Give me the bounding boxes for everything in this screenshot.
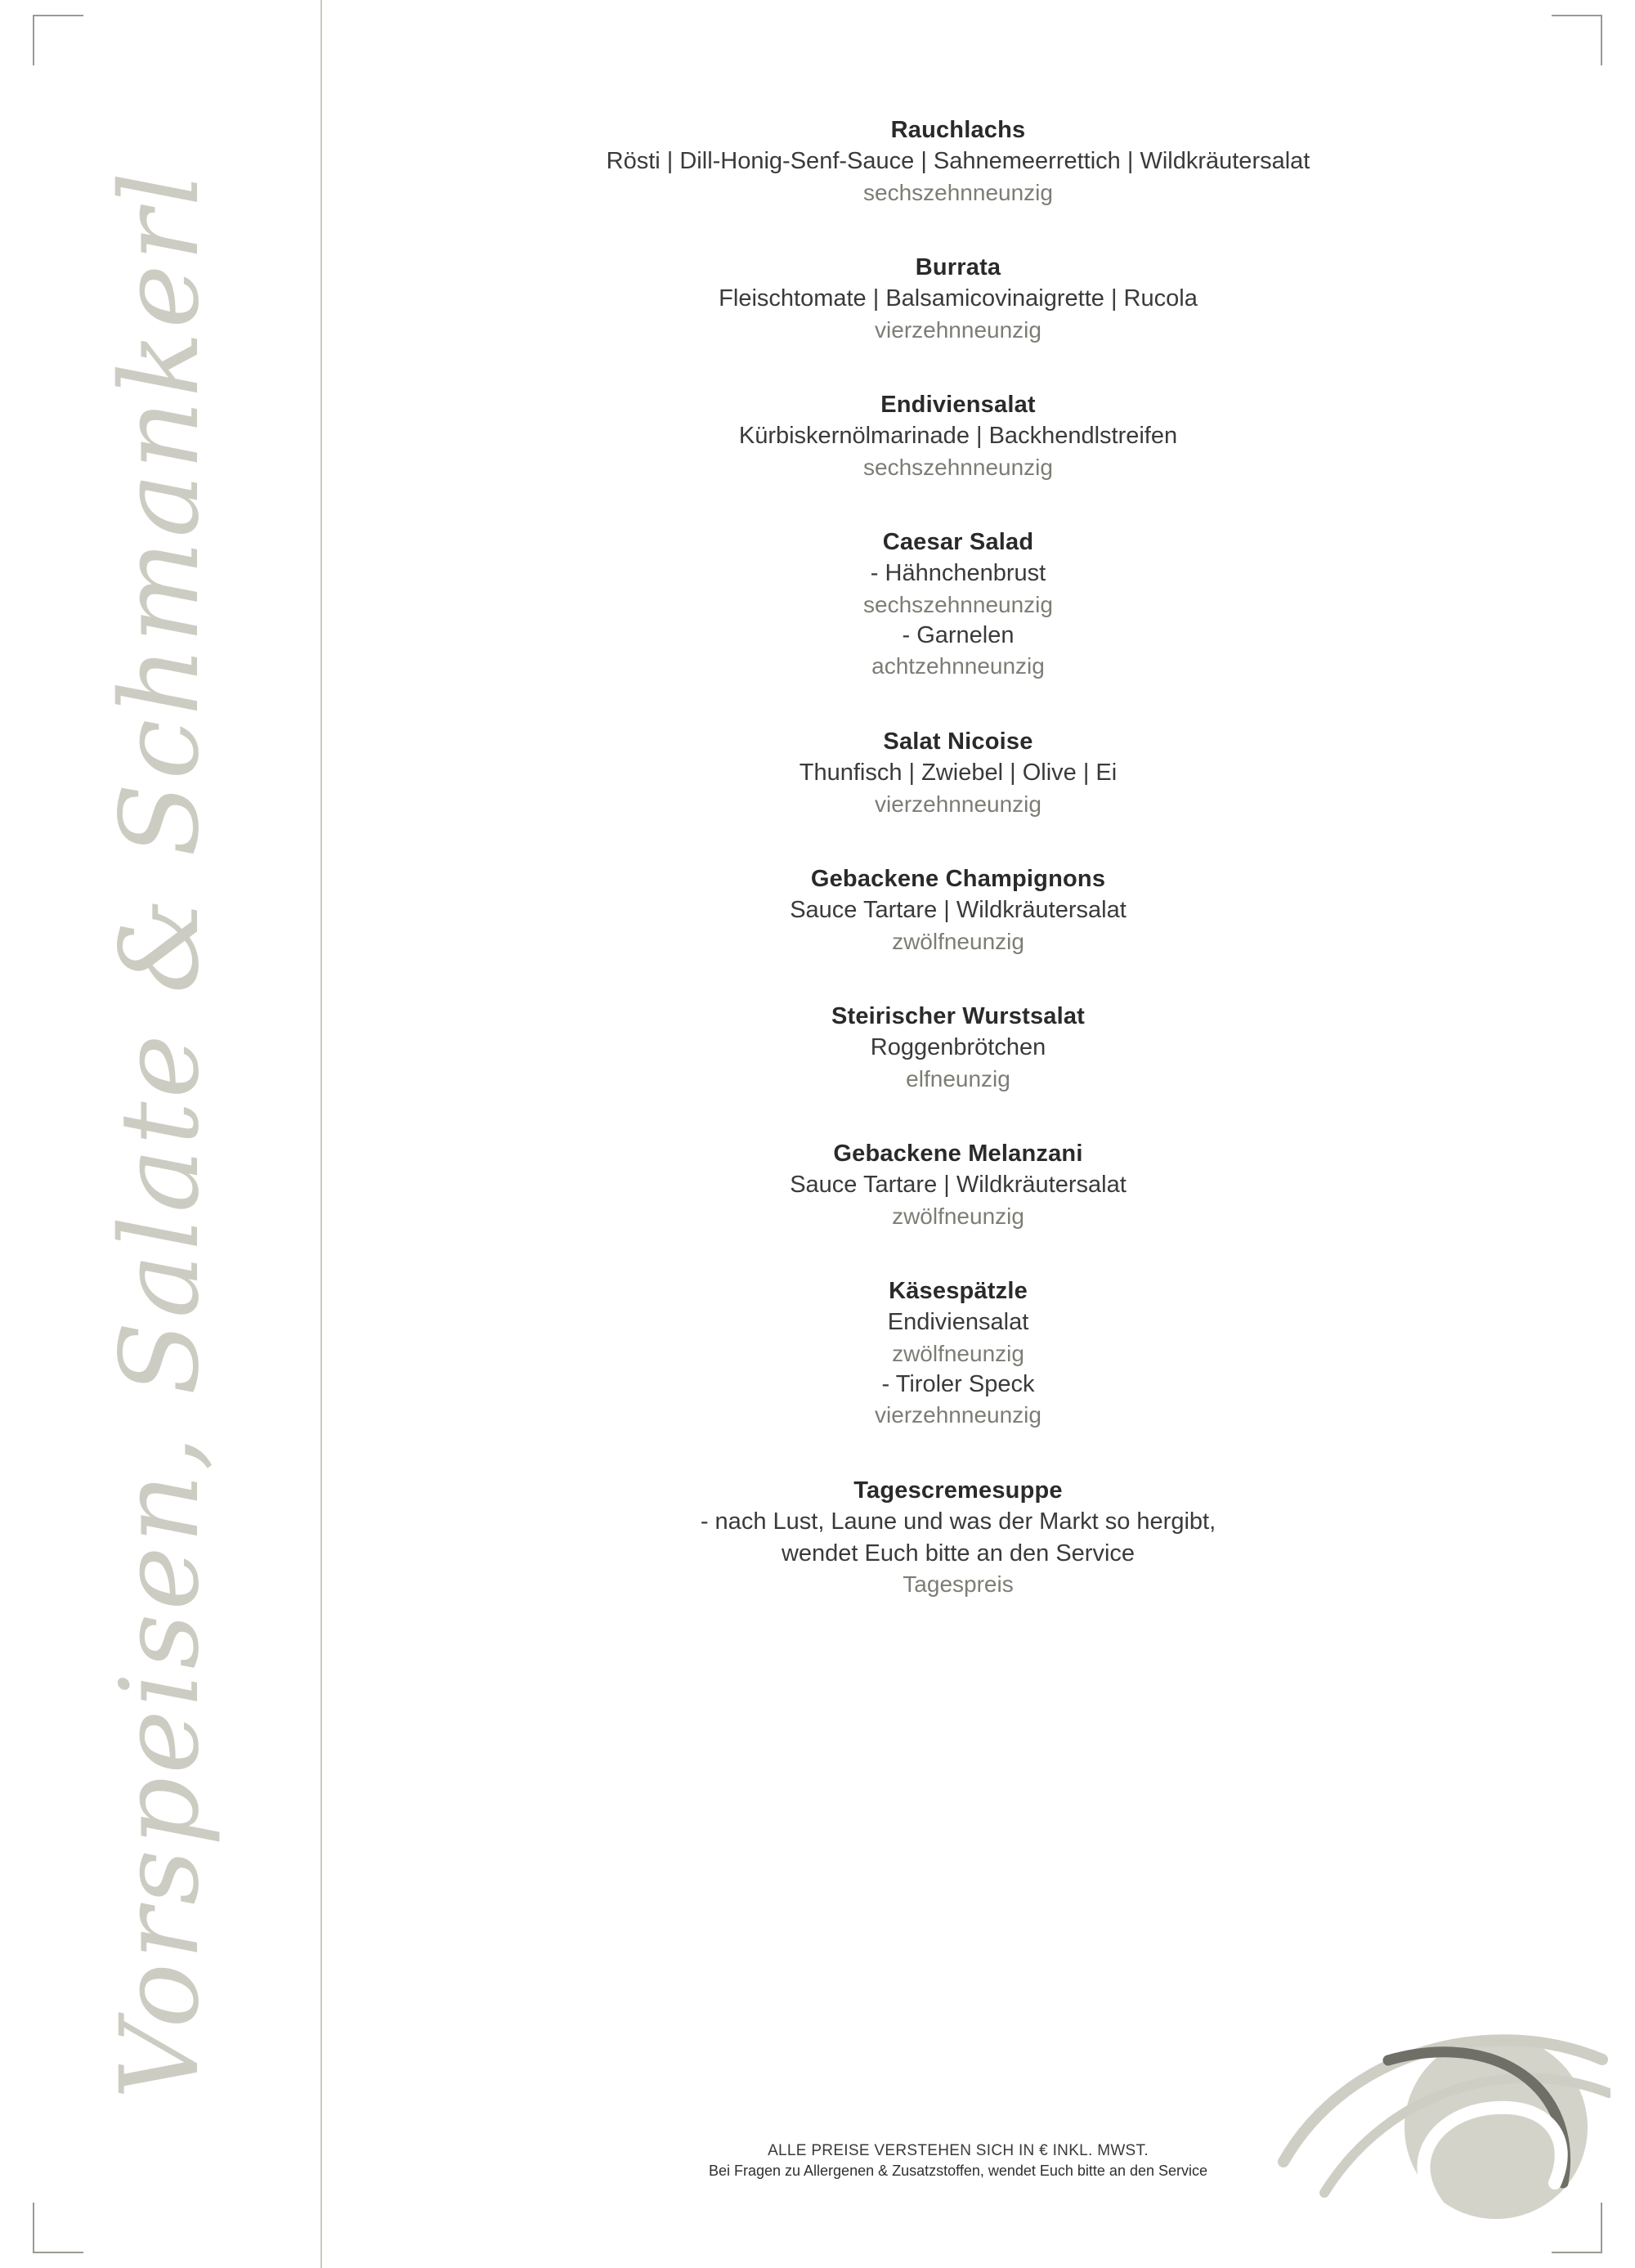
item-price: sechszehnneunzig	[863, 591, 1053, 617]
menu-item	[320, 1138, 1596, 1231]
item-price: vierzehnneunzig	[875, 791, 1041, 817]
item-price: vierzehnneunzig	[875, 1402, 1041, 1428]
item-price: achtzehnneunzig	[871, 653, 1045, 679]
item-price: vierzehnneunzig	[875, 316, 1041, 343]
item-price: Tagespreis	[903, 1571, 1014, 1597]
item-name: Rauchlachs	[890, 117, 1026, 143]
item-price: sechszehnneunzig	[863, 454, 1053, 480]
menu-item	[320, 863, 1596, 957]
item-description: Endiviensalat	[887, 1309, 1029, 1336]
item-description: Rösti | Dill-Honig-Senf-Sauce | Sahnemeerrettich | Wildkräutersalat	[606, 148, 1310, 175]
item-price: sechszehnneunzig	[863, 179, 1053, 205]
menu-list	[320, 114, 1596, 1599]
item-name: Käsespätzle	[889, 1278, 1028, 1305]
item-description: Thunfisch | Zwiebel | Olive | Ei	[799, 760, 1118, 787]
menu-item	[320, 527, 1596, 682]
item-variant: - Hähnchenbrust	[870, 560, 1046, 587]
footer-price-note: ALLE PREISE VERSTEHEN SICH IN € INKL. MWST.	[768, 2142, 1149, 2159]
item-description: Sauce Tartare | Wildkräutersalat	[790, 897, 1127, 924]
item-description: Kürbiskernölmarinade | Backhendlstreifen	[738, 423, 1178, 450]
menu-item	[320, 1001, 1596, 1094]
item-description: wendet Euch bitte an den Service	[781, 1540, 1136, 1567]
item-description: - nach Lust, Laune und was der Markt so hergibt,	[700, 1508, 1216, 1535]
item-price: zwölfneunzig	[892, 1340, 1024, 1366]
item-description: Sauce Tartare | Wildkräutersalat	[790, 1172, 1127, 1199]
menu-item	[320, 726, 1596, 819]
item-name: Salat Nicoise	[883, 728, 1033, 755]
item-price: zwölfneunzig	[892, 1203, 1024, 1229]
menu-item	[320, 114, 1596, 208]
item-name: Gebackene Melanzani	[833, 1141, 1083, 1168]
item-name: Burrata	[915, 254, 1001, 281]
menu-item	[320, 1475, 1596, 1599]
item-name: Tagescremesuppe	[853, 1477, 1063, 1504]
item-description: Fleischtomate | Balsamicovinaigrette | Rucola	[719, 285, 1198, 312]
item-variant: - Tiroler Speck	[881, 1371, 1035, 1398]
item-price: elfneunzig	[906, 1065, 1010, 1091]
item-name: Steirischer Wurstsalat	[831, 1003, 1086, 1030]
footer	[320, 2142, 1596, 2180]
item-price: zwölfneunzig	[892, 928, 1024, 954]
menu-item	[320, 1275, 1596, 1431]
menu-item	[320, 389, 1596, 482]
item-variant: - Garnelen	[902, 622, 1015, 649]
item-name: Gebackene Champignons	[810, 866, 1106, 893]
page-title: Vorspeisen, Salate & Schmankerl	[97, 168, 223, 2100]
item-name: Endiviensalat	[880, 392, 1036, 419]
item-name: Caesar Salad	[882, 529, 1034, 556]
footer-allergen-note: Bei Fragen zu Allergenen & Zusatzstoffen, wendet Euch bitte an den Service	[708, 2163, 1208, 2179]
menu-item	[320, 252, 1596, 345]
side-title-area	[0, 0, 320, 2268]
item-description: Roggenbrötchen	[870, 1034, 1046, 1061]
